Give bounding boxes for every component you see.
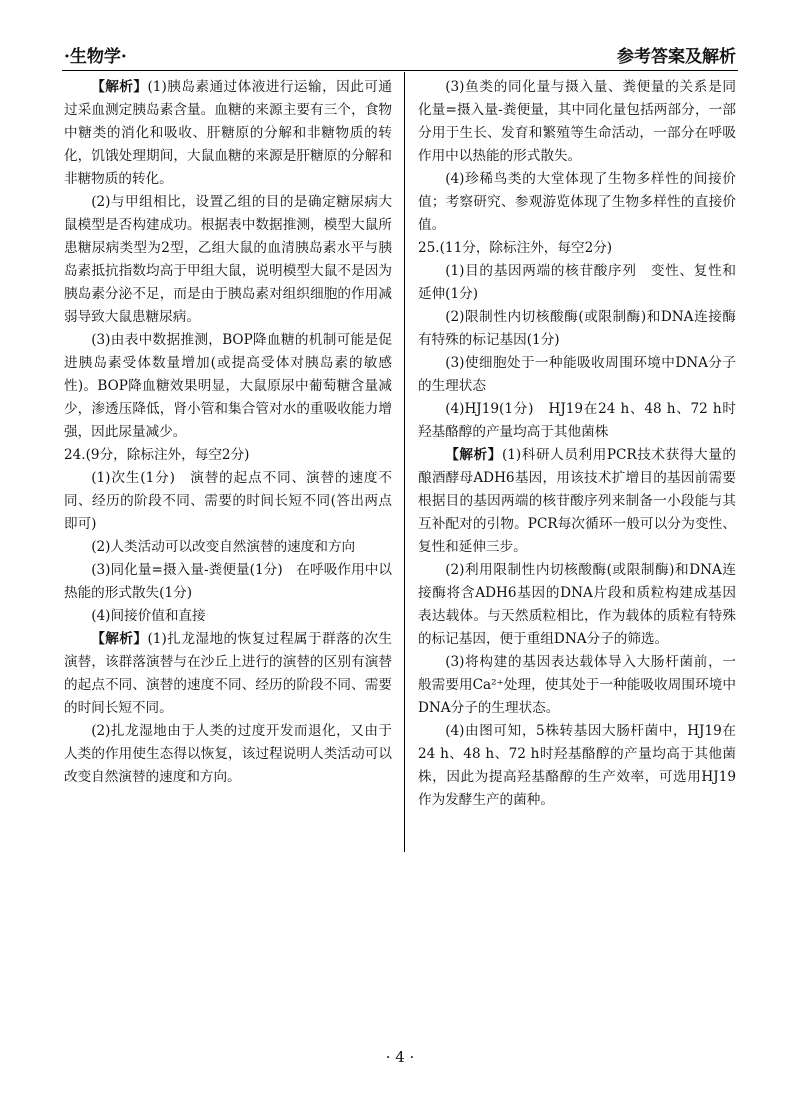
section-title: 参考答案及解析 bbox=[617, 47, 736, 67]
column-divider bbox=[404, 72, 405, 852]
q23-explanation-3: (3)由表中数据推测，BOP降血糖的机制可能是促进胰岛素受体数量增加(或提高受体对胰岛素的敏感性)。BOP降血糖效果明显，大鼠原尿中葡萄糖含量减少，渗透压降低，肾小管和集合管对水的重吸收能力增强，因此尿量减少。 bbox=[64, 332, 392, 440]
q24-answer-1: (1)次生(1分) 演替的起点不同、演替的速度不同、经历的阶段不同、需要的时间长短不同(答出两点即可) bbox=[64, 470, 392, 532]
q24-heading: 24.(9分，除标注外，每空2分) bbox=[64, 447, 250, 463]
page-number: · 4 · bbox=[385, 1048, 415, 1066]
analysis-tag: 【解析】 bbox=[91, 79, 148, 95]
q24-answer-4: (4)间接价值和直接 bbox=[91, 608, 206, 624]
q25-answer-1: (1)目的基因两端的核苷酸序列 变性、复性和延伸(1分) bbox=[418, 263, 736, 302]
q23-explanation-1 bbox=[64, 76, 392, 191]
subject-label: ·生物学· bbox=[64, 47, 127, 67]
q25-heading: 25.(11分，除标注外，每空2分) bbox=[418, 240, 613, 256]
q25-explanation-2: (2)利用限制性内切核酸酶(或限制酶)和DNA连接酶将含ADH6基因的DNA片段和质粒构建成基因表达载体。与天然质粒相比，作为载体的质粒有特殊的标记基因，便于重组DNA分子的筛选。 bbox=[418, 562, 736, 647]
left-column bbox=[64, 76, 392, 789]
right-column bbox=[418, 76, 750, 812]
q25-answer-3: (3)使细胞处于一种能吸收周围环境中DNA分子的生理状态 bbox=[418, 355, 736, 394]
q24-explanation-1 bbox=[64, 628, 392, 720]
q24-explanation-3: (3)鱼类的同化量与摄入量、粪便量的关系是同化量=摄入量-粪便量，其中同化量包括两部分，一部分用于生长、发育和繁殖等生命活动，一部分在呼吸作用中以热能的形式散失。 bbox=[418, 79, 736, 164]
q25-explanation-3: (3)将构建的基因表达载体导入大肠杆菌前，一般需要用Ca²⁺处理，使其处于一种能吸收周围环境中DNA分子的生理状态。 bbox=[418, 654, 736, 716]
q25-explanation-1 bbox=[418, 444, 736, 559]
paragraph-text: (1)胰岛素通过体液进行运输，因此可通过采血测定胰岛素含量。血糖的来源主要有三个，食物中糖类的消化和吸收、肝糖原的分解和非糖物质的转化，饥饿处理期间，大鼠血糖的来源是肝糖原的分解和非糖物质的转化。 bbox=[64, 79, 392, 187]
q25-explanation-4: (4)由图可知，5株转基因大肠杆菌中，HJ19在24 h、48 h、72 h时羟基酪醇的产量均高于其他菌株，因此为提高羟基酪醇的生产效率，可选用HJ19作为发酵生产的菌种。 bbox=[418, 723, 736, 808]
analysis-tag: 【解析】 bbox=[445, 447, 502, 463]
q23-explanation-2: (2)与甲组相比，设置乙组的目的是确定糖尿病大鼠模型是否构建成功。根据表中数据推测，模型大鼠所患糖尿病类型为2型，乙组大鼠的血清胰岛素水平与胰岛素抵抗指数均高于甲组大鼠，说明模型大鼠不是因为胰岛素分泌不足，而是由于胰岛素对组织细胞的作用减弱导致大鼠患糖尿病。 bbox=[64, 194, 392, 325]
q24-answer-3: (3)同化量=摄入量-粪便量(1分) 在呼吸作用中以热能的形式散失(1分) bbox=[64, 562, 392, 601]
analysis-tag: 【解析】 bbox=[91, 631, 148, 647]
paragraph-text: (1)科研人员利用PCR技术获得大量的酿酒酵母ADH6基因，用该技术扩增目的基因前需要根据目的基因两端的核苷酸序列来制备一小段能与其互补配对的引物。PCR每次循环一般可以分为变性、复性和延伸三步。 bbox=[418, 447, 736, 555]
paragraph-text: (1)扎龙湿地的恢复过程属于群落的次生演替，该群落演替与在沙丘上进行的演替的区别有演替的起点不同、演替的速度不同、经历的阶段不同、需要的时间长短不同。 bbox=[64, 631, 392, 716]
q24-explanation-2: (2)扎龙湿地由于人类的过度开发而退化，又由于人类的作用使生态得以恢复，该过程说明人类活动可以改变自然演替的速度和方向。 bbox=[64, 723, 392, 785]
q25-answer-4: (4)HJ19(1分) HJ19在24 h、48 h、72 h时羟基酪醇的产量均高于其他菌株 bbox=[418, 401, 736, 440]
q24-answer-2: (2)人类活动可以改变自然演替的速度和方向 bbox=[91, 539, 356, 555]
page-header bbox=[62, 36, 738, 71]
q24-explanation-4: (4)珍稀鸟类的大堂体现了生物多样性的间接价值；考察研究、参观游览体现了生物多样性的直接价值。 bbox=[418, 171, 736, 233]
q25-answer-2: (2)限制性内切核酸酶(或限制酶)和DNA连接酶 有特殊的标记基因(1分) bbox=[418, 309, 750, 348]
